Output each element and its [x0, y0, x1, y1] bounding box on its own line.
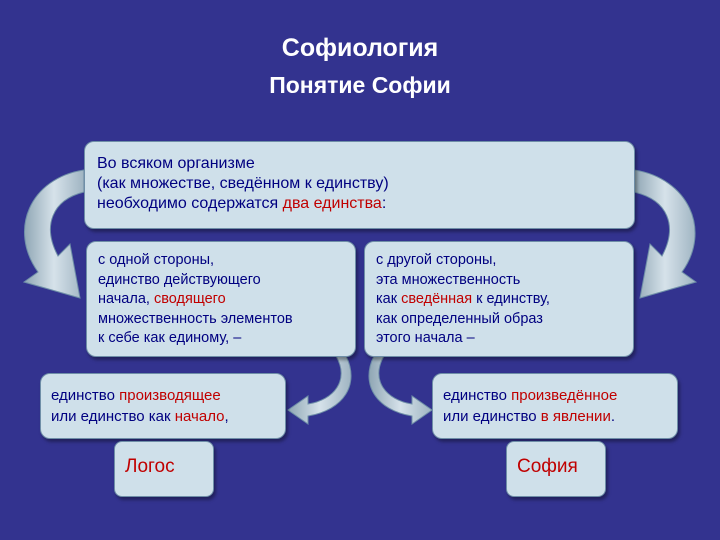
- left-result-box: [40, 373, 286, 439]
- right-line-1: с другой стороны,: [376, 252, 497, 268]
- right-statement-box: [364, 241, 634, 357]
- left-line-2: единство действующего: [98, 271, 261, 288]
- left-small-arrow: [288, 356, 351, 424]
- left-result-line-1: единство производящее: [51, 387, 221, 404]
- page-title: Софиология: [281, 34, 439, 62]
- page-subtitle: Понятие Софии: [269, 72, 451, 98]
- right-result-line-2: или единство в явлении.: [443, 408, 615, 425]
- right-line-5: этого начала –: [376, 330, 475, 346]
- left-line-3: начала, сводящего: [98, 291, 226, 307]
- right-curved-arrow: [634, 170, 696, 298]
- right-line-4: как определенный образ: [376, 310, 543, 327]
- sofia-box: [506, 441, 606, 497]
- right-result-line-1: единство произведённое: [443, 387, 618, 404]
- left-line-5: к себе как единому, –: [98, 330, 242, 346]
- left-result-line-2: или единство как начало,: [51, 408, 229, 425]
- right-line-3: как сведённая к единству,: [376, 291, 550, 307]
- logos-box: [114, 441, 214, 497]
- top-line-3: необходимо содержатся два единства:: [97, 195, 387, 212]
- top-line-2: (как множестве, сведённом к единству): [97, 175, 389, 192]
- left-statement-box: [86, 241, 356, 357]
- right-result-box: [432, 373, 678, 439]
- right-line-2: эта множественность: [376, 271, 521, 288]
- left-curved-arrow: [24, 170, 84, 298]
- top-line-1: Во всяком организме: [97, 155, 255, 172]
- left-line-4: множественность элементов: [98, 310, 293, 327]
- logos-label: Логос: [125, 456, 175, 477]
- top-statement-box: [84, 141, 635, 229]
- sofia-label: София: [517, 456, 578, 477]
- left-line-1: с одной стороны,: [98, 252, 215, 268]
- right-small-arrow: [369, 356, 432, 424]
